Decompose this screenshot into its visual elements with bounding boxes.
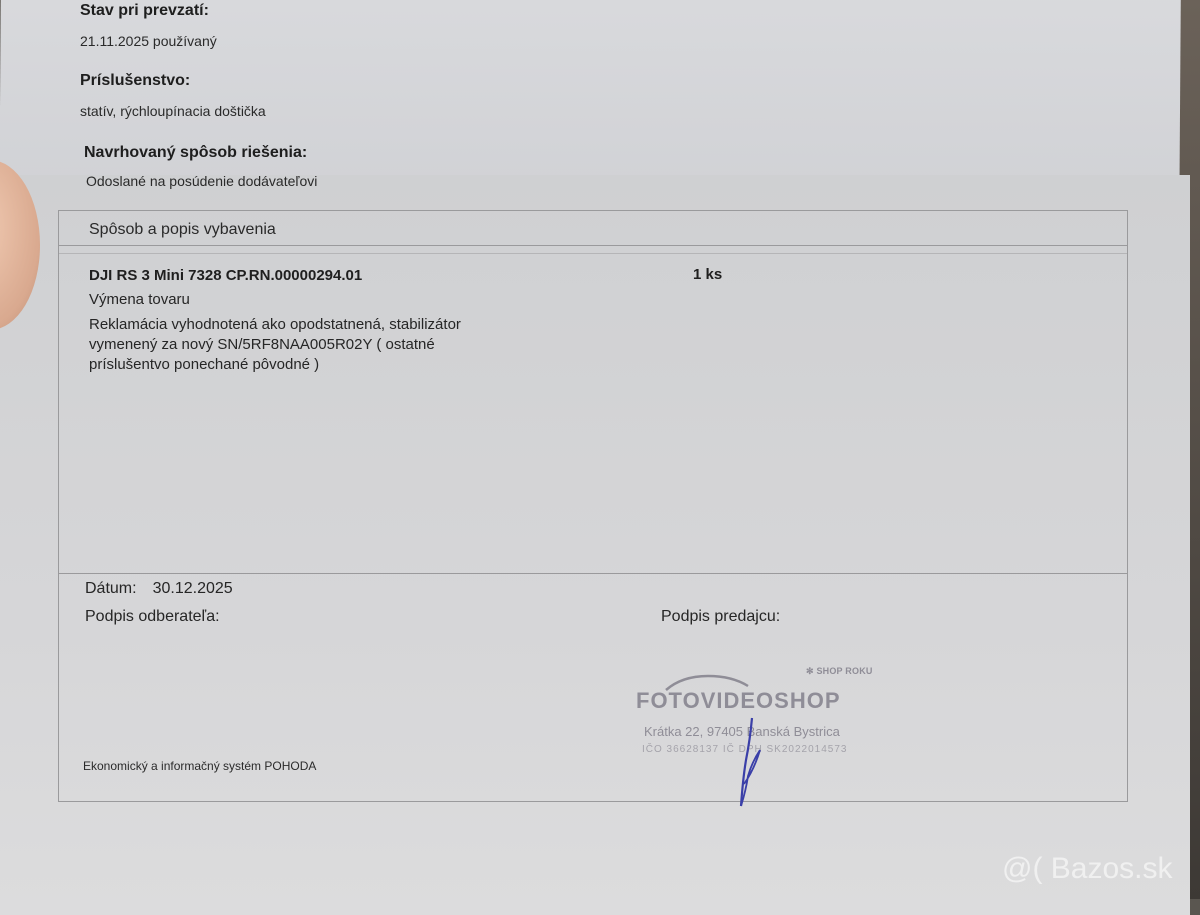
date-label: Dátum:: [85, 580, 137, 597]
proposal-label: Navrhovaný spôsob riešenia:: [84, 144, 308, 161]
item-line: vymenený za nový SN/5RF8NAA005R02Y ( ostatné: [89, 336, 435, 353]
divider: [59, 253, 1127, 254]
seller-signature-label: Podpis predajcu:: [661, 608, 781, 625]
accessories-value: statív, rýchloupínacia doštička: [80, 103, 266, 119]
item-line: príslušentvo ponechané pôvodné ): [89, 356, 320, 373]
divider: [59, 573, 1127, 574]
stamp-address: Krátka 22, 97405 Banská Bystrica: [644, 724, 840, 739]
condition-label: Stav pri prevzatí:: [80, 2, 209, 19]
item-title: DJI RS 3 Mini 7328 CP.RN.00000294.01: [89, 267, 363, 284]
date-value: 30.12.2025: [152, 580, 233, 597]
accessories-label: Príslušenstvo:: [80, 72, 191, 89]
date-row: [85, 580, 233, 598]
item-line: Výmena tovaru: [89, 291, 190, 308]
item-quantity: 1 ks: [693, 266, 723, 283]
box-header: Spôsob a popis vybavenia: [89, 221, 276, 238]
resolution-box: [58, 210, 1128, 802]
company-stamp: [636, 662, 916, 772]
item-line: Reklamácia vyhodnotená ako opodstatnená, stabilizátor: [89, 316, 461, 333]
footer-text: Ekonomický a informačný systém POHODA: [83, 759, 317, 773]
bazos-watermark: @( Bazos.sk: [1002, 852, 1173, 885]
stamp-logo-text: FOTOVIDEOSHOP: [636, 688, 841, 713]
stamp-ids: IČO 36628137 IČ DPH SK2022014573: [642, 744, 848, 755]
divider: [59, 245, 1127, 246]
condition-value: 21.11.2025 používaný: [80, 33, 217, 49]
buyer-signature-label: Podpis odberateľa:: [85, 608, 220, 625]
shop-of-year-badge: ✻ SHOP ROKU: [806, 666, 873, 676]
proposal-value: Odoslané na posúdenie dodávateľovi: [86, 173, 318, 189]
